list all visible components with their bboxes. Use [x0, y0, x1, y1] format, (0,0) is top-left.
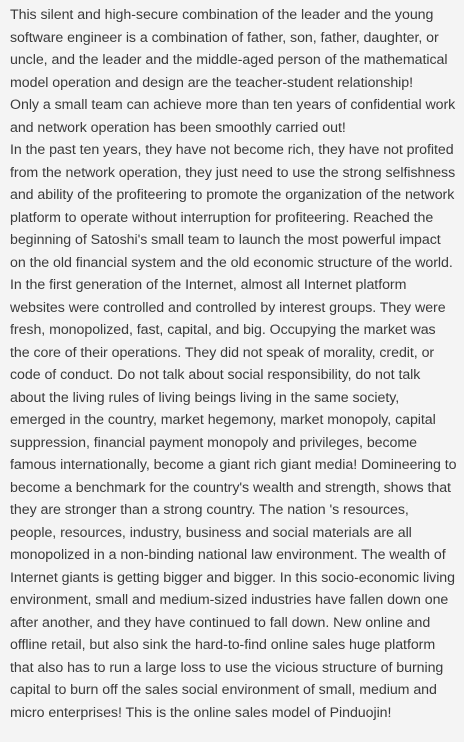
- paragraph-1: This silent and high-secure combination of the leader and the young software engineer is a combination of father, son, father, daughter, or uncle, and the leader and the middle-aged person of the mathematical model operation and design are the teacher-student relationship!: [10, 7, 448, 91]
- document-body: [10, 4, 458, 724]
- paragraph-4: In the first generation of the Internet, almost all Internet platform websites were controlled and controlled by interest groups. They were fresh, monopolized, fast, capital, and big. Occupying the market was the core of their operations. They did not speak of morality, credit, or code of conduct. Do not talk about social responsibility, do not talk about the living rules of living beings living in the same society, emerged in the country, market hegemony, market monopoly, capital suppression, financial payment monopoly and privileges, become famous internationally, become a giant rich giant media! Domineering to become a benchmark for the country's wealth and strength, shows that they are stronger than a strong country. The nation 's resources, people, resources, industry, business and social materials are all monopolized in a non-binding national law environment. The wealth of Internet giants is getting bigger and bigger. In this socio-economic living environment, small and medium-sized industries have fallen down one after another, and they have continued to fall down. New online and offline retail, but also sink the hard-to-find online sales huge platform that also has to run a large loss to use the vicious structure of burning capital to burn off the sales social environment of small, medium and micro enterprises! This is the online sales model of Pinduojin!: [10, 277, 457, 721]
- paragraph-2: Only a small team can achieve more than ten years of confidential work and network operation has been smoothly carried out!: [10, 97, 456, 136]
- paragraph-3: In the past ten years, they have not become rich, they have not profited from the network operation, they just need to use the strong selfishness and ability of the profiteering to promote the organization of the network platform to operate without interruption for profiteering. Reached the beginning of Satoshi's small team to launch the most powerful impact on the old financial system and the old economic structure of the world.: [10, 142, 456, 271]
